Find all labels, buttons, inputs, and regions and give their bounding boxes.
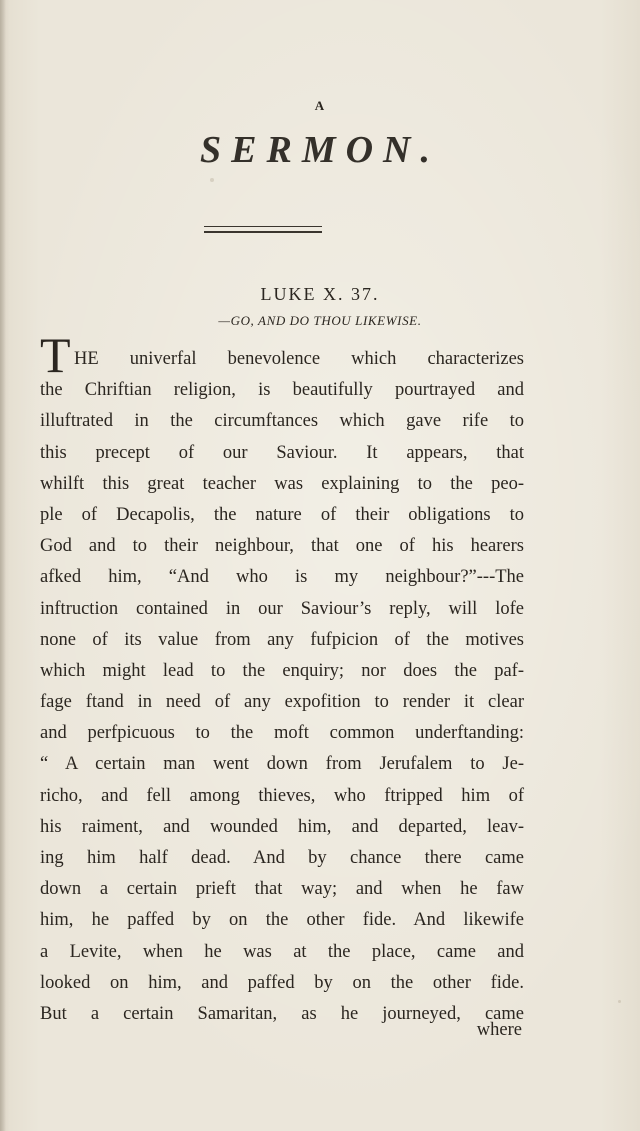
text-line: none of its value from any fufpicion of the motives xyxy=(40,629,524,650)
ornamental-rule xyxy=(204,226,322,233)
text-line: ing him half dead. And by chance there came xyxy=(40,848,524,868)
text-line: him, he paffed by on the other fide. And likewife xyxy=(40,910,524,931)
heading-article: A xyxy=(314,98,326,113)
text-line: But a certain Samaritan, as he journeyed, came xyxy=(40,1003,524,1024)
text-line: whilft this great teacher was explaining to the peo- xyxy=(40,473,524,494)
text-line: his raiment, and wounded him, and departed, leav- xyxy=(40,816,524,837)
sermon-body xyxy=(40,327,524,1030)
text-line: which might lead to the enquiry; nor does the paf- xyxy=(40,660,524,681)
scripture-reference: LUKE X. 37. xyxy=(260,284,380,304)
text-line: afked him, “And who is my neighbour?”---The xyxy=(40,567,524,588)
text-line: a Levite, when he was at the place, came and xyxy=(40,941,524,962)
text-line: richo, and fell among thieves, who ftripped him of xyxy=(40,785,524,806)
foxing-spot xyxy=(210,178,214,182)
text-line: illuftrated in the circumftances which gave rife to xyxy=(40,411,524,432)
text-line: ple of Decapolis, the nature of their obligations to xyxy=(40,504,524,525)
scripture-motto: —GO, AND DO THOU LIKEWISE. xyxy=(218,313,422,328)
text-line: this precept of our Saviour. It appears, that xyxy=(40,442,524,463)
drop-cap: T xyxy=(40,327,71,383)
page-title: SERMON. xyxy=(200,129,440,171)
text-line: “ A certain man went down from Jerufalem to Je- xyxy=(40,754,524,775)
foxing-spot xyxy=(618,1000,621,1003)
catchword: where xyxy=(476,1020,522,1040)
text-line: inftruction contained in our Saviour’s reply, will lofe xyxy=(40,598,524,619)
text-line: down a certain prieft that way; and when he faw xyxy=(40,879,524,900)
text-line-rest: HE univerfal benevolence which characterizes xyxy=(74,349,524,369)
text-line xyxy=(40,327,524,383)
text-line: and perfpicuous to the moft common underftanding: xyxy=(40,723,524,744)
text-line: fage ftand in need of any expofition to render it clear xyxy=(40,692,524,713)
text-line: God and to their neighbour, that one of his hearers xyxy=(40,536,524,557)
text-line: looked on him, and paffed by on the other fide. xyxy=(40,972,524,993)
text-line: the Chriftian religion, is beautifully pourtrayed and xyxy=(40,380,524,401)
